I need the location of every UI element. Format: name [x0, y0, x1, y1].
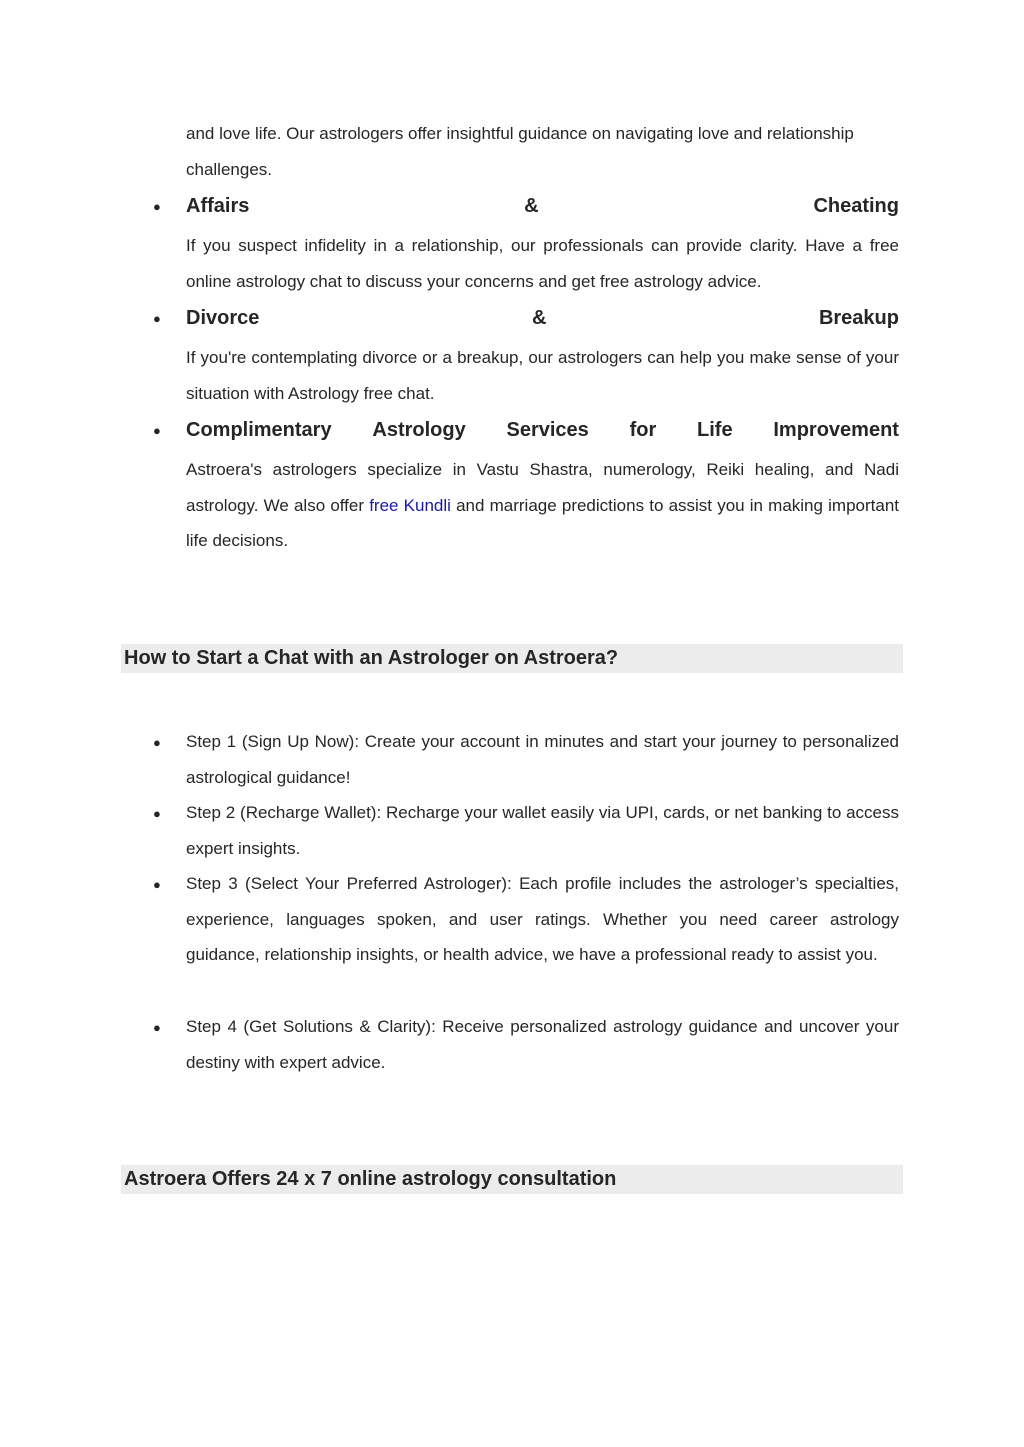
heading-word: Life [697, 418, 733, 441]
bullet-marker: ● [153, 806, 161, 821]
heading-word: Cheating [813, 194, 899, 217]
heading-word: Affairs [186, 194, 250, 217]
heading-word: Breakup [818, 306, 899, 329]
step-item: Step 3 (Select Your Preferred Astrologer): Each profile includes the astrologer’s specialties, experience, languages spoken, and user ratings. Whether you need career astrology guidance, relationship insights, or health advice, we have a professional ready to assist you. [186, 874, 899, 965]
step-item: Step 2 (Recharge Wallet): Recharge your wallet easily via UPI, cards, or net banking to access expert insights. [186, 803, 899, 858]
service-heading-divorce [186, 305, 899, 331]
intro-line-2: challenges. [186, 159, 273, 179]
step-item: Step 1 (Sign Up Now): Create your account in minutes and start your journey to personalized astrological guidance! [186, 732, 899, 787]
description-text: and marriage predictions to assist you in making important life decisions. [186, 495, 899, 551]
heading-word: for [629, 418, 657, 441]
free-kundli-link[interactable]: free Kundli [369, 495, 451, 515]
bullet-marker: ● [153, 423, 161, 438]
bullet-marker: ● [153, 199, 161, 214]
service-description-affairs: If you suspect infidelity in a relationship, our professionals can provide clarity. Have a free online astrology chat to discuss your concerns and get free astrology advice. [186, 236, 899, 291]
heading-word: Astrology [372, 418, 466, 441]
service-heading-complimentary [186, 417, 899, 443]
heading-word: Improvement [773, 418, 899, 441]
bullet-marker: ● [153, 311, 161, 326]
bullet-marker: ● [153, 877, 161, 892]
heading-word: Complimentary [186, 418, 332, 441]
step-item: Step 4 (Get Solutions & Clarity): Receive personalized astrology guidance and uncover your destiny with expert advice. [186, 1017, 899, 1072]
heading-word: Divorce [186, 306, 260, 329]
service-description-divorce: If you're contemplating divorce or a breakup, our astrologers can help you make sense of your situation with Astrology free chat. [186, 348, 899, 403]
heading-word: & [531, 306, 547, 329]
how-to-heading: How to Start a Chat with an Astrologer on Astroera? [121, 644, 903, 673]
heading-word: Services [506, 418, 589, 441]
service-description-complimentary [186, 452, 899, 559]
heading-word: & [524, 194, 539, 217]
intro-continuation [186, 116, 899, 187]
intro-line-1: and love life. Our astrologers offer insightful guidance on navigating love and relationship [186, 124, 854, 143]
description-text: Astroera's astrologers specialize in Vastu Shastra, numerology, Reiki healing, and Nadi astrology. We also offer [186, 460, 899, 515]
bullet-marker: ● [153, 1020, 161, 1035]
offers-heading: Astroera Offers 24 x 7 online astrology consultation [121, 1165, 903, 1194]
service-heading-affairs [186, 193, 899, 219]
bullet-marker: ● [153, 735, 161, 750]
